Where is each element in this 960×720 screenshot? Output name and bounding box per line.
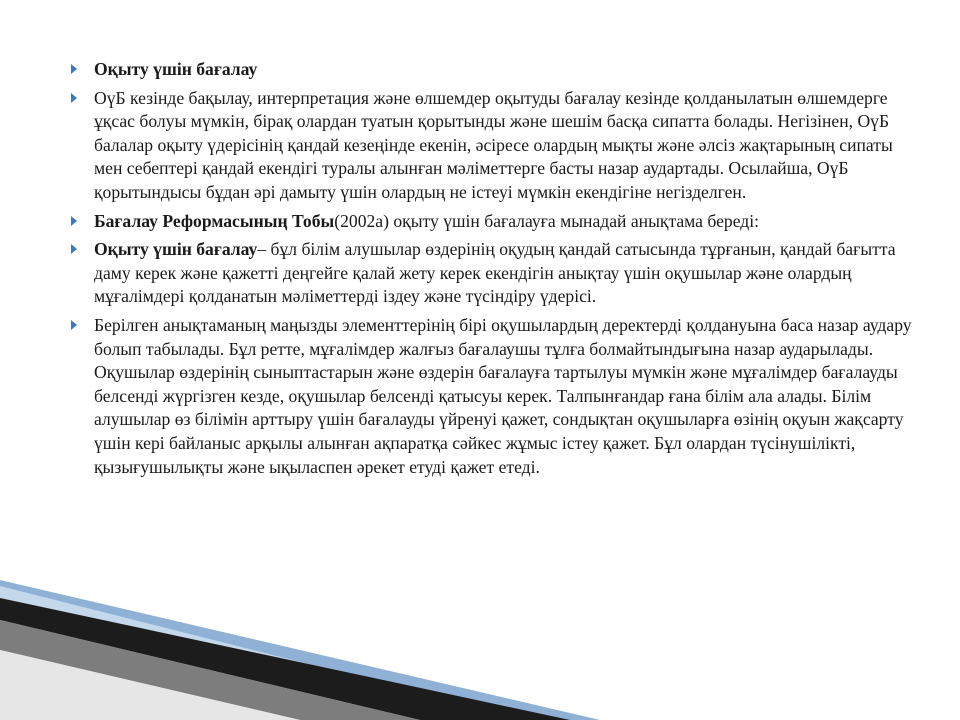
slide-content: [68, 58, 918, 484]
bullet-marker-icon: [71, 216, 77, 226]
bullet-item-reform-group: [68, 210, 918, 234]
bullet-bold-text: Оқыту үшін бағалау: [94, 239, 258, 260]
bullet-text: (2002а) оқыту үшін бағалауға мынадай анықтама береді:: [334, 210, 760, 231]
bullet-bold-text: Оқыту үшін бағалау: [94, 59, 258, 79]
bullet-item-heading: [68, 58, 918, 82]
bullet-text: Берілген анықтаманың маңызды элементтерінің бірі оқушылардың деректерді қолдануына баса назар аудару болып табылады. Бұл ретте, мұғалімдер жалғыз бағалаушы тұлға болмайтындығына назар аударылады. Оқушылар өздерінің сыныптастарын және өздерін бағалауға тартылуы мүмкін және мұғалімдер бағалауды белсенді жүргізген кезде, оқушылар белсенді қатысуы керек. Талпынғандар ғана білім ала алады. Білім алушылар өз білімін арттыру үшін бағалауды үйренуі қажет, сондықтан оқушыларға өзінің оқуын жақсарту үшін кері байланыс арқылы алынған ақпаратқа сәйкес жұмыс істеу қажет. Бұл олардан түсінушілікті, қызығушылықты және ықыласпен әрекет етуді қажет етеді.: [94, 314, 912, 477]
bullet-item-description: [68, 87, 918, 205]
bullet-marker-icon: [71, 93, 77, 103]
bullet-marker-icon: [71, 64, 77, 74]
bullet-marker-icon: [71, 244, 77, 254]
bullet-item-definition: [68, 238, 918, 309]
bullet-bold-text: Бағалау Реформасының Тобы: [94, 210, 335, 231]
bullet-text: ОүБ кезінде бақылау, интерпретация және өлшемдер оқытуды бағалау кезінде қолданылатын өлшемдерге ұқсас болуы мүмкін, бірақ олардан туатын қорытынды және шешім басқа сипатта болады. Негізінен, ОүБ балалар оқыту үдерісінің қандай кезеңінде екенін, әсіресе олардың мықты және әлсіз жақтарының сипаты мен себептері қандай екендігі туралы алынған мәліметтерге басты назар аудартады. Осылайша, ОүБ қорытындысы бұдан әрі дамыту үшін олардың не істеуі мүмкін екендігіне негізделген.: [94, 87, 893, 202]
bullet-item-elements: [68, 314, 918, 479]
bullet-text: – бұл білім алушылар өздерінің оқудың қандай сатысында тұрғанын, қандай бағытта даму керек және қажетті деңгейге қалай жету керек екендігін анықтау үшін оқушылар және олардың мұғалімдері қолданатын мәліметтерді іздеу және түсіндіру үдерісі.: [94, 239, 896, 307]
bullet-marker-icon: [71, 320, 77, 330]
slide-corner-decoration: [0, 580, 960, 720]
